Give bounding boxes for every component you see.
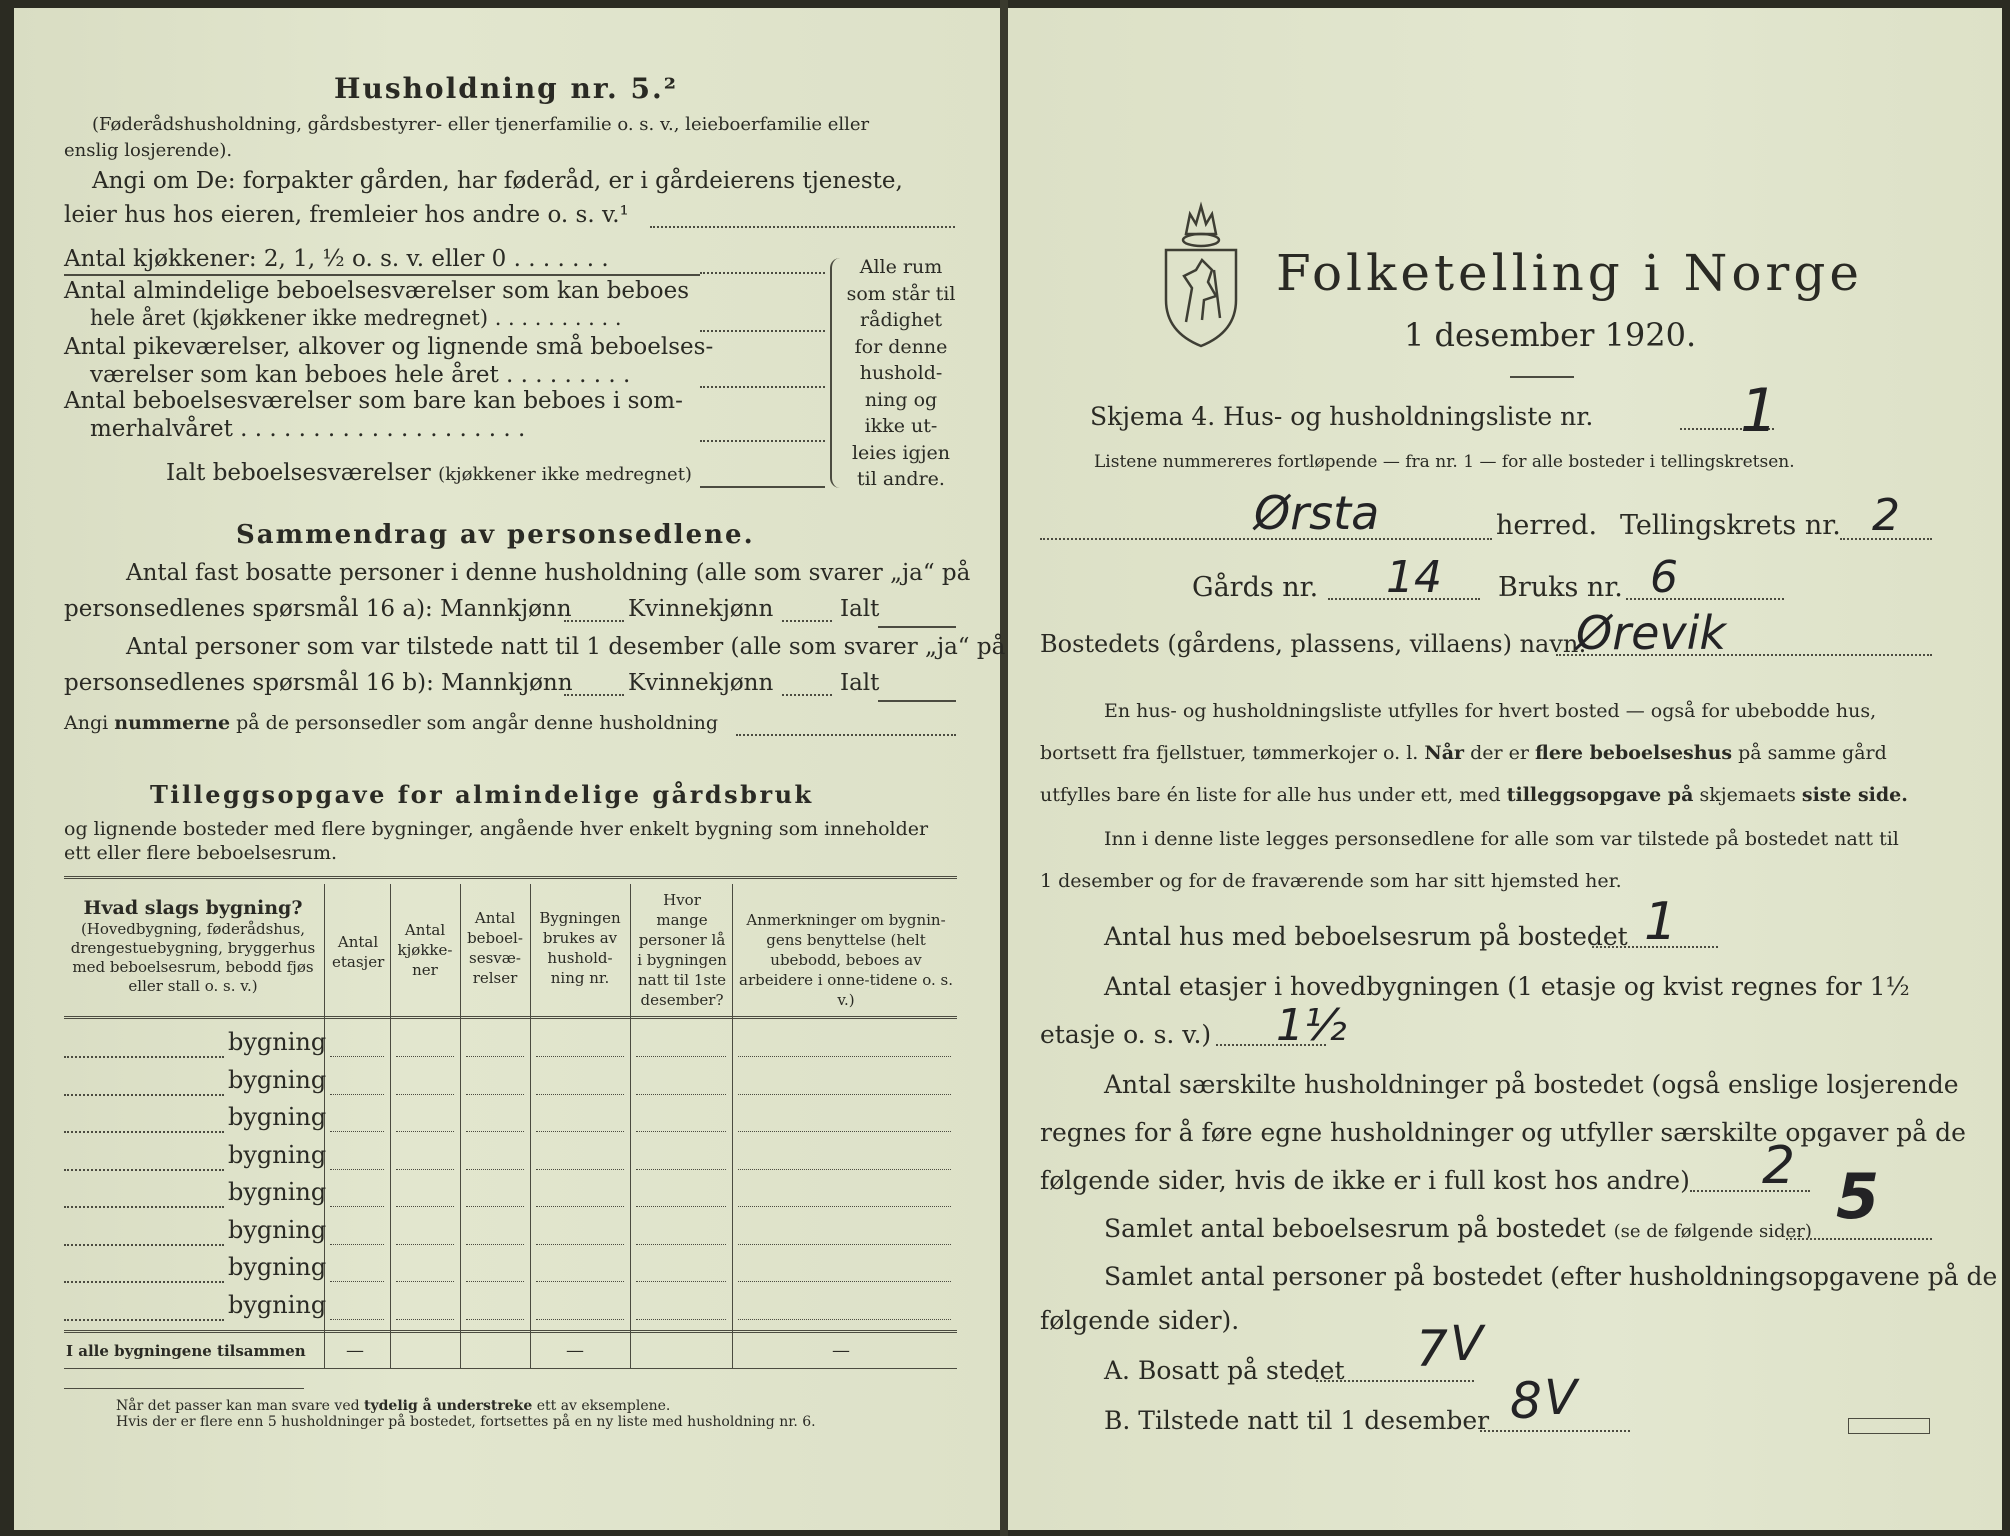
table-cell-input[interactable] [636, 1056, 726, 1057]
resident-male-line[interactable] [564, 620, 624, 622]
table-cell-input[interactable] [738, 1131, 951, 1132]
herred-value[interactable]: Ørsta [1254, 486, 1380, 540]
rooms-small-2: værelser som kan beboes hele året . . . . . . . . . [90, 362, 631, 388]
side-note-line: ning og [864, 388, 938, 411]
table-cell-input[interactable] [330, 1244, 384, 1245]
answer-line-rooms-summer[interactable] [700, 440, 825, 442]
printer-stamp [1848, 1418, 1930, 1434]
side-note [846, 254, 956, 493]
rooms-label [1104, 1214, 1812, 1243]
table-row-input[interactable] [64, 1131, 224, 1133]
answer-line-kitchens[interactable] [700, 272, 825, 274]
col-divider-5 [630, 884, 631, 1368]
table-cell-input[interactable] [738, 1056, 951, 1057]
table-cell-input[interactable] [466, 1131, 524, 1132]
table-cell-input[interactable] [536, 1056, 624, 1057]
side-note-line: hushold- [859, 362, 943, 384]
rooms-summer-1: Antal beboelsesværelser som bare kan beboes i som- [64, 388, 683, 414]
rooms-value[interactable]: 5 [1836, 1160, 1880, 1233]
side-note-line: for denne [854, 335, 948, 358]
table-cell-input[interactable] [536, 1319, 624, 1320]
col-head-household: Bygningen brukes av hushold-ning nr. [539, 909, 621, 987]
table-cell-input[interactable] [396, 1094, 454, 1095]
table-cell-input[interactable] [636, 1281, 726, 1282]
summary-title: Sammendrag av personsedlene. [236, 520, 755, 550]
table-cell-input[interactable] [536, 1131, 624, 1132]
table-cell-input[interactable] [536, 1094, 624, 1095]
col-divider-4 [530, 884, 531, 1368]
total-dash-floors: — [346, 1340, 364, 1361]
page-fold [1000, 0, 1008, 1536]
table-row-label: bygning [228, 1103, 327, 1131]
instructions-2e: på samme gård [1738, 742, 1887, 764]
bruks-label: Bruks nr. [1498, 572, 1623, 603]
table-cell-input[interactable] [396, 1244, 454, 1245]
instructions-3c: skjemaets [1699, 784, 1796, 806]
answer-line-rooms-regular[interactable] [700, 330, 825, 332]
krets-label: Tellingskrets nr. [1620, 510, 1841, 541]
question-role-2: leier hus hos eieren, fremleier hos andre o. s. v.¹ [64, 202, 629, 228]
table-cell-input[interactable] [466, 1244, 524, 1245]
answer-line-rooms-small[interactable] [700, 386, 825, 388]
instructions-1: En hus- og husholdningsliste utfylles for hvert bosted — også for ubebodde hus, [1104, 700, 1877, 722]
footnote-1a: Når det passer kan man svare ved [116, 1398, 360, 1414]
census-title: Folketelling i Norge [1276, 244, 1863, 302]
table-row-label: bygning [228, 1290, 327, 1319]
table-cell-input[interactable] [396, 1319, 454, 1320]
schema-value[interactable]: 1 [1740, 376, 1779, 446]
resident-female-line[interactable] [782, 620, 832, 622]
table-row-input[interactable] [64, 1206, 224, 1208]
instructions-5: 1 desember og for de fraværende som har sitt hjemsted her. [1040, 870, 1622, 892]
table-bottom-rule [64, 1368, 957, 1369]
total-row-label: I alle bygningene tilsammen [66, 1342, 306, 1360]
table-cell-input[interactable] [330, 1131, 384, 1132]
table-cell-input[interactable] [738, 1094, 951, 1095]
herred-label: herred. [1496, 510, 1598, 541]
present-total-label: Ialt [840, 670, 880, 696]
census-date: 1 desember 1920. [1404, 316, 1697, 354]
side-note-line: ikke ut- [864, 415, 938, 437]
answer-line-role[interactable] [650, 226, 955, 228]
total-rooms-note: (kjøkkener ikke medregnet) [438, 464, 692, 485]
rooms-small-1: Antal pikeværelser, alkover og lignende små beboelses- [64, 334, 714, 360]
table-cell-input[interactable] [738, 1281, 951, 1282]
table-top-rule [64, 876, 957, 879]
floors-label-2: etasje o. s. v.) [1040, 1020, 1212, 1049]
table-cell-input[interactable] [466, 1206, 524, 1207]
norway-coat-of-arms-icon [1156, 200, 1246, 350]
resident-label: A. Bosatt på stedet [1104, 1356, 1345, 1385]
footnote-2: Hvis der er flere enn 5 husholdninger på bostedet, fortsettes på en ny liste med husholdning nr. 6. [116, 1414, 816, 1430]
present-check[interactable]: V [1544, 1370, 1577, 1426]
title-rule [1510, 376, 1574, 378]
brace [830, 258, 846, 488]
numbers-line [64, 712, 718, 734]
table-cell-input[interactable] [330, 1319, 384, 1320]
instructions-3 [1040, 784, 1908, 806]
table-row-input[interactable] [64, 1056, 224, 1058]
total-rooms-label [166, 460, 692, 486]
table-cell-input[interactable] [536, 1244, 624, 1245]
footnote-1b: tydelig å understreke [364, 1398, 533, 1414]
present-female-label: Kvinnekjønn [628, 670, 774, 696]
schema-label: Skjema 4. Hus- og husholdningsliste nr. [1090, 402, 1594, 431]
resident-total-line[interactable] [878, 626, 956, 628]
table-row-label: bygning [228, 1253, 327, 1281]
households-label-3: følgende sider, hvis de ikke er i full kost hos andre) [1040, 1166, 1690, 1195]
col-divider-2 [390, 884, 391, 1368]
table-cell-input[interactable] [330, 1094, 384, 1095]
total-rooms-text: Ialt beboelsesværelser [166, 460, 431, 486]
present-value[interactable]: 8 [1510, 1372, 1542, 1430]
present-male-line[interactable] [564, 694, 624, 696]
table-row-input[interactable] [64, 1094, 224, 1096]
side-note-line: Alle rum [859, 256, 943, 278]
side-note-line: til andre. [857, 468, 945, 490]
table-row-input[interactable] [64, 1244, 224, 1246]
side-note-line: som står til [846, 282, 956, 305]
instructions-4: Inn i denne liste legges personsedlene for alle som var tilstede på bostedet natt til [1104, 828, 1899, 850]
table-row-input[interactable] [64, 1169, 224, 1171]
supplement-line-1: og lignende bosteder med flere bygninger, angående hver enkelt bygning som inneholder [64, 818, 929, 840]
table-row-label: bygning [228, 1178, 327, 1206]
present-female-line[interactable] [782, 694, 832, 696]
resident-value[interactable]: 7 [1416, 1320, 1448, 1378]
footnote-1c: ett av eksemplene. [536, 1398, 671, 1414]
summary-present-2: personsedlenes spørsmål 16 b): Mannkjønn [64, 670, 573, 696]
table-cell-input[interactable] [466, 1319, 524, 1320]
present-line[interactable] [1480, 1430, 1630, 1432]
summary-resident-1: Antal fast bosatte personer i denne husholdning (alle som svarer „ja“ på [126, 560, 971, 586]
supplement-line-2: ett eller flere beboelsesrum. [64, 842, 338, 864]
krets-value[interactable]: 2 [1872, 490, 1900, 541]
instructions-2b: Når [1424, 742, 1465, 764]
households-label-2: regnes for å føre egne husholdninger og utfyller særskilte opgaver på de [1040, 1118, 1966, 1147]
table-cell-input[interactable] [396, 1131, 454, 1132]
intro-line-1: (Føderådshusholdning, gårdsbestyrer- eller tjenerfamilie o. s. v., leieboerfamilie eller [92, 114, 870, 135]
table-cell-input[interactable] [738, 1244, 951, 1245]
instructions-3d: siste side. [1801, 784, 1908, 806]
col-head-remarks: Anmerkninger om bygnin-gens benyttelse (helt ubebodd, beboes av arbeidere i onne-tidene o. s. v.) [739, 911, 953, 1009]
rooms-summer-2: merhalvåret . . . . . . . . . . . . . . . . . . . . [90, 416, 526, 442]
table-cell-input[interactable] [536, 1169, 624, 1170]
table-cell-input[interactable] [396, 1206, 454, 1207]
total-dash-remarks: — [832, 1340, 850, 1361]
floors-value[interactable]: 1½ [1276, 1000, 1347, 1051]
summary-resident-2: personsedlenes spørsmål 16 a): Mannkjønn [64, 596, 572, 622]
table-row-label: bygning [228, 1215, 327, 1244]
bosted-label: Bostedets (gårdens, plassens, villaens) navn: [1040, 630, 1587, 658]
table-row-input[interactable] [64, 1281, 224, 1283]
instructions-2d: flere beboelseshus [1535, 742, 1733, 764]
footnote-1 [116, 1398, 670, 1414]
side-note-line: rådighet [860, 309, 942, 331]
resident-female-label: Kvinnekjønn [628, 596, 774, 622]
col-head-kitchens: Antal kjøkke-ner [397, 921, 453, 979]
table-cell-input[interactable] [466, 1094, 524, 1095]
kitchens-underline [64, 274, 700, 276]
present-label: B. Tilstede natt til 1 desember [1104, 1406, 1490, 1435]
kitchens-label: Antal kjøkkener: 2, 1, ½ o. s. v. eller 0 . . . . . . . [64, 246, 609, 272]
table-cell-input[interactable] [466, 1281, 524, 1282]
table-cell-input[interactable] [536, 1206, 624, 1207]
household-title: Husholdning nr. 5.² [334, 72, 679, 105]
footnote-rule [64, 1388, 304, 1389]
rooms-regular-2: hele året (kjøkkener ikke medregnet) . . . . . . . . . . [90, 306, 622, 330]
instructions-2 [1040, 742, 1887, 764]
table-cell-input[interactable] [636, 1131, 726, 1132]
col-head-floors: Antal etasjer [332, 933, 385, 971]
col-head-building-title: Hvad slags bygning? [83, 897, 303, 919]
answer-line-total-rooms[interactable] [700, 486, 825, 488]
table-cell-input[interactable] [330, 1206, 384, 1207]
table-cell-input[interactable] [466, 1169, 524, 1170]
table-cell-input[interactable] [738, 1206, 951, 1207]
table-row-label: bygning [228, 1140, 327, 1169]
floors-label-1: Antal etasjer i hovedbygningen (1 etasje og kvist regnes for 1½ [1104, 972, 1910, 1001]
instructions-2c: der er [1470, 742, 1529, 764]
table-cell-input[interactable] [636, 1206, 726, 1207]
table-cell-input[interactable] [396, 1281, 454, 1282]
bosted-value[interactable]: Ørevik [1576, 606, 1727, 660]
resident-total-label: Ialt [840, 596, 880, 622]
col-divider-6 [732, 884, 733, 1368]
table-cell-input[interactable] [330, 1056, 384, 1057]
table-total-rule [64, 1330, 957, 1333]
table-cell-input[interactable] [636, 1244, 726, 1245]
rooms-label-text: Samlet antal beboelsesrum på bostedet [1104, 1214, 1606, 1243]
houses-value[interactable]: 1 [1644, 892, 1678, 952]
supplement-title: Tilleggsopgave for almindelige gårdsbruk [150, 780, 814, 809]
col-head-building-desc: (Hovedbygning, føderådshus, drengestuebygning, bryggerhus med beboelsesrum, bebodd fjøs eller stall o. s. v.) [70, 920, 316, 995]
table-cell-input[interactable] [738, 1169, 951, 1170]
list-note: Listene nummereres fortløpende — fra nr. 1 — for alle bosteder i tellingskretsen. [1094, 452, 1795, 472]
instructions-2a: bortsett fra fjellstuer, tømmerkojer o. l. [1040, 742, 1419, 764]
rooms-line[interactable] [1786, 1238, 1932, 1240]
households-label-1: Antal særskilte husholdninger på bostedet (også enslige losjerende [1104, 1070, 1959, 1099]
rooms-label-note: (se de følgende sider) [1613, 1221, 1812, 1242]
households-value[interactable]: 2 [1762, 1136, 1796, 1196]
table-cell-input[interactable] [738, 1319, 951, 1320]
numbers-bold: nummerne [114, 712, 231, 734]
houses-label: Antal hus med beboelsesrum på bostedet [1104, 922, 1628, 951]
table-row-label: bygning [228, 1028, 327, 1056]
persons-label-1: Samlet antal personer på bostedet (efter husholdningsopgavene på de [1104, 1262, 1998, 1291]
bruks-value[interactable]: 6 [1650, 552, 1678, 603]
table-cell-input[interactable] [396, 1056, 454, 1057]
gards-value[interactable]: 14 [1386, 552, 1442, 603]
present-total-line[interactable] [878, 700, 956, 702]
instructions-3b: tilleggsopgave på [1506, 784, 1694, 806]
summary-present-1: Antal personer som var tilstede natt til 1 desember (alle som svarer „ja“ på [126, 634, 1006, 660]
numbers-rest: på de personsedler som angår denne husholdning [236, 712, 719, 734]
side-note-line: leies igjen [851, 441, 951, 464]
gards-label: Gårds nr. [1192, 572, 1319, 603]
resident-line[interactable] [1316, 1380, 1474, 1382]
persons-label-2: følgende sider). [1040, 1306, 1240, 1335]
table-row-input[interactable] [64, 1319, 224, 1321]
table-cell-input[interactable] [396, 1169, 454, 1170]
total-dash-household: — [566, 1340, 584, 1361]
table-head-rule [64, 1016, 957, 1019]
table-cell-input[interactable] [636, 1319, 726, 1320]
table-cell-input[interactable] [636, 1169, 726, 1170]
buildings-table [64, 876, 957, 1370]
numbers-answer-line[interactable] [736, 734, 956, 736]
col-head-building [68, 896, 318, 996]
numbers-prefix: Angi [64, 712, 109, 734]
intro-line-2: enslig losjerende). [64, 140, 233, 161]
resident-check[interactable]: V [1450, 1316, 1483, 1372]
col-head-rooms: Antal beboel-sesvæ-relser [467, 909, 523, 987]
table-cell-input[interactable] [636, 1094, 726, 1095]
col-head-persons: Hvor mange personer lå i bygningen natt til 1ste desember? [637, 891, 727, 1009]
table-cell-input[interactable] [330, 1281, 384, 1282]
table-row-label: bygning [228, 1065, 327, 1094]
question-role-1: Angi om De: forpakter gården, har føderåd, er i gårdeierens tjeneste, [92, 168, 903, 194]
table-cell-input[interactable] [330, 1169, 384, 1170]
rooms-regular-1: Antal almindelige beboelsesværelser som kan beboes [64, 278, 690, 304]
table-cell-input[interactable] [466, 1056, 524, 1057]
col-divider-3 [460, 884, 461, 1368]
table-cell-input[interactable] [536, 1281, 624, 1282]
instructions-3a: utfylles bare én liste for alle hus under ett, med [1040, 784, 1501, 806]
